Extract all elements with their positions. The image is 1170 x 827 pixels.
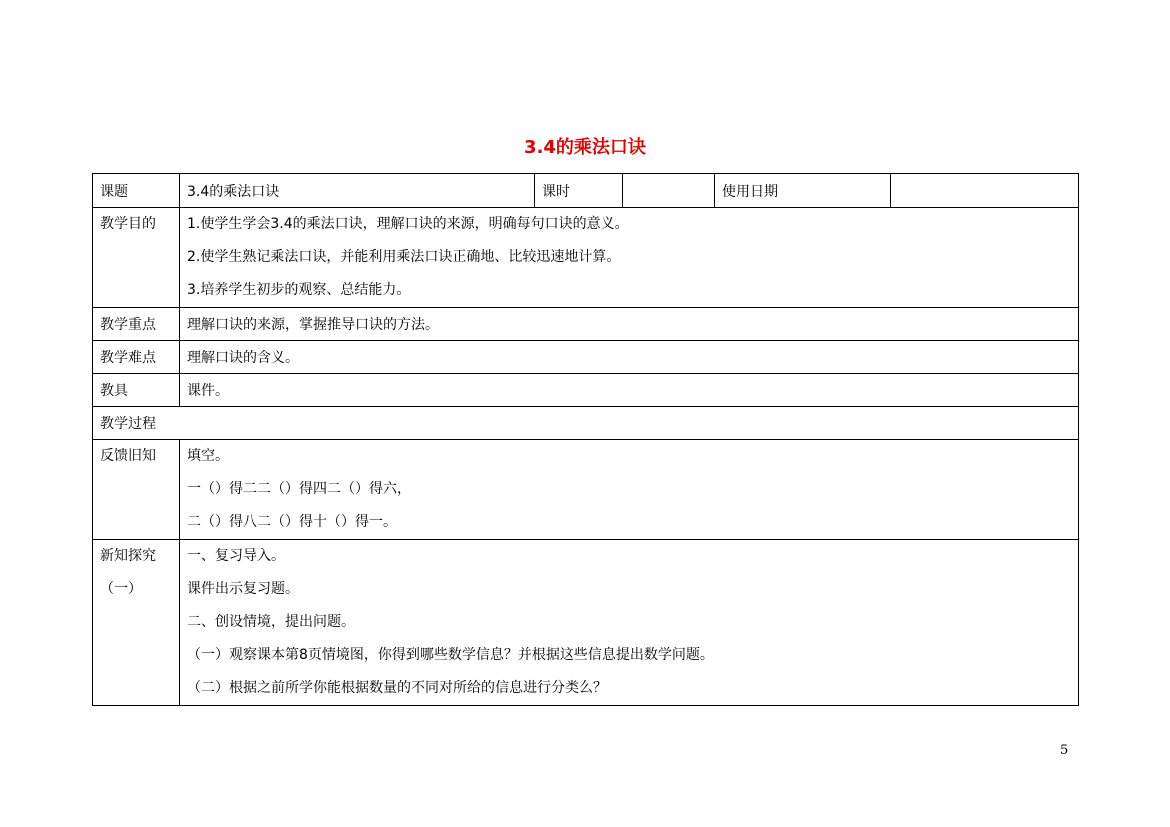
goal-line: 2.使学生熟记乘法口诀，并能利用乘法口诀正确地、比较迅速地计算。 (187, 249, 621, 265)
feedback-line: 填空。 (187, 448, 229, 464)
process-label: 教学过程 (93, 407, 1079, 440)
topic-value: 3.4的乘法口诀 (180, 174, 535, 208)
explore-row (93, 540, 1079, 706)
explore-line: 二、创设情境，提出问题。 (187, 614, 355, 630)
key-point-row (93, 308, 1079, 341)
feedback-content (180, 440, 1079, 540)
period-value (623, 174, 715, 208)
explore-label-line: （一） (100, 581, 142, 597)
explore-line: 课件出示复习题。 (187, 581, 299, 597)
explore-label (93, 540, 180, 706)
goal-line: 1.使学生学会3.4的乘法口诀，理解口诀的来源，明确每句口诀的意义。 (187, 216, 629, 232)
explore-line: （二）根据之前所学你能根据数量的不同对所给的信息进行分类么？ (187, 680, 607, 696)
lesson-plan-table (92, 173, 1079, 706)
feedback-row (93, 440, 1079, 540)
goals-content (180, 208, 1079, 308)
page-number: 5 (1060, 743, 1069, 758)
explore-label-line: 新知探究 (100, 548, 156, 564)
explore-line: （一）观察课本第8页情境图，你得到哪些数学信息？并根据这些信息提出数学问题。 (187, 647, 714, 663)
header-row (93, 174, 1079, 208)
tools-row (93, 374, 1079, 407)
goals-label: 教学目的 (93, 208, 180, 308)
feedback-line: 二（）得八二（）得十（）得一。 (187, 514, 397, 530)
goals-row (93, 208, 1079, 308)
feedback-line: 一（）得二二（）得四二（）得六， (187, 481, 411, 497)
explore-content (180, 540, 1079, 706)
difficulty-label: 教学难点 (93, 341, 180, 374)
topic-label: 课题 (93, 174, 180, 208)
tools-label: 教具 (93, 374, 180, 407)
date-value (891, 174, 1079, 208)
date-label: 使用日期 (715, 174, 891, 208)
difficulty-row (93, 341, 1079, 374)
period-label: 课时 (535, 174, 623, 208)
explore-line: 一、复习导入。 (187, 548, 285, 564)
tools-value: 课件。 (180, 374, 1079, 407)
key-point-label: 教学重点 (93, 308, 180, 341)
document-title: 3.4的乘法口诀 (524, 137, 646, 158)
feedback-label: 反馈旧知 (93, 440, 180, 540)
difficulty-value: 理解口诀的含义。 (180, 341, 1079, 374)
key-point-value: 理解口诀的来源，掌握推导口诀的方法。 (180, 308, 1079, 341)
goal-line: 3.培养学生初步的观察、总结能力。 (187, 282, 411, 298)
process-row (93, 407, 1079, 440)
